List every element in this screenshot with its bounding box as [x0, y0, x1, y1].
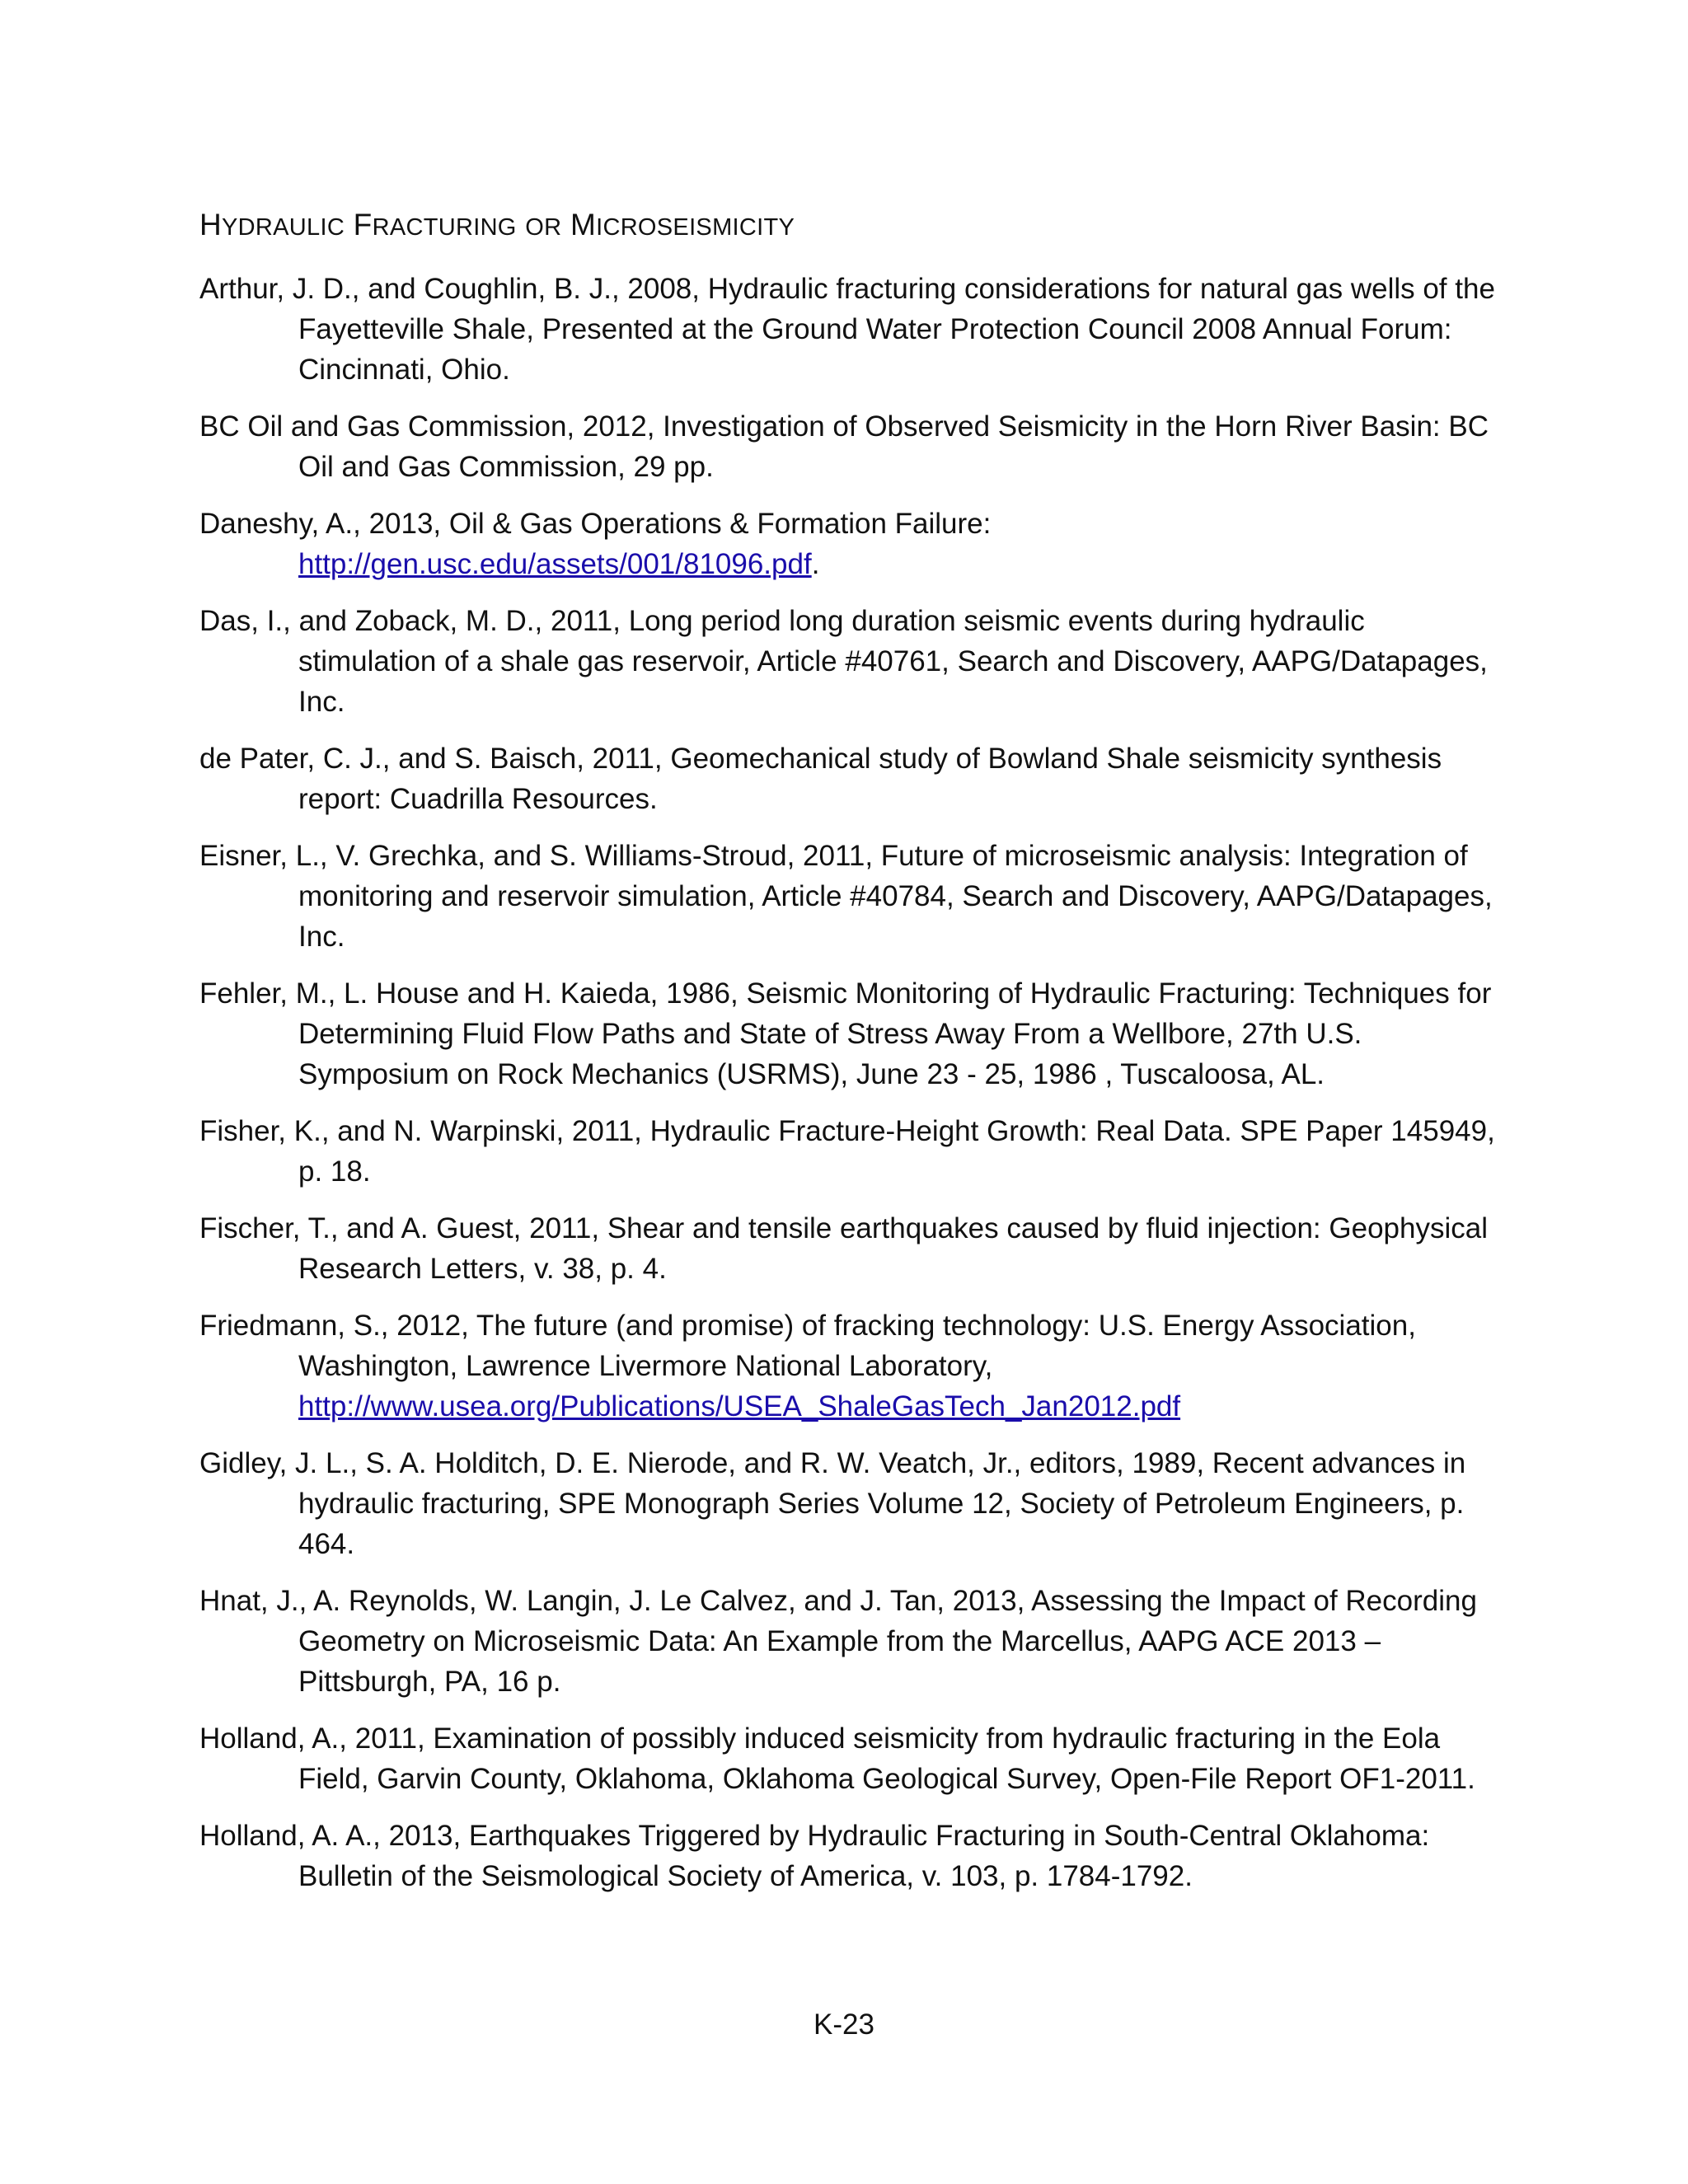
reference-eisner-2011	[199, 836, 1502, 957]
reference-holland-2011	[199, 1718, 1502, 1799]
reference-text: Fisher, K., and N. Warpinski, 2011, Hydraulic Fracture-Height Growth: Real Data. SPE Paper 145949, p. 18.	[199, 1115, 1495, 1188]
reference-gidley-1989	[199, 1443, 1502, 1564]
reference-fischer-2011	[199, 1208, 1502, 1289]
section-heading	[199, 206, 795, 246]
reference-de-pater-2011	[199, 738, 1502, 819]
page-number: K-23	[814, 2008, 874, 2041]
reference-daneshy-2013	[199, 504, 1502, 584]
reference-text: BC Oil and Gas Commission, 2012, Investigation of Observed Seismicity in the Horn River Basin: BC Oil and Gas Commission, 29 pp.	[199, 410, 1489, 483]
heading-word-rest: ICROSEISMICITY	[596, 214, 795, 241]
reference-text: Fischer, T., and A. Guest, 2011, Shear and tensile earthquakes caused by fluid injection: Geophysical Research Letters, v. 38, p. 4.	[199, 1212, 1488, 1285]
heading-word-rest: YDRAULIC	[222, 214, 345, 241]
reference-friedmann-2012	[199, 1305, 1502, 1427]
reference-text: Arthur, J. D., and Coughlin, B. J., 2008, Hydraulic fracturing considerations for natural gas wells of the Fayetteville Shale, Presented at the Ground Water Protection Council 2008 Annual Forum: Cincinnati, Ohio.	[199, 273, 1495, 386]
reference-link[interactable]: http://gen.usc.edu/assets/001/81096.pdf	[298, 548, 812, 580]
heading-initial: F	[353, 208, 373, 241]
heading-initial: M	[570, 208, 597, 241]
reference-text: Hnat, J., A. Reynolds, W. Langin, J. Le Calvez, and J. Tan, 2013, Assessing the Impact of Recording Geometry on Microseismic Data: An Example from the Marcellus, AAPG ACE 2013 – Pittsburgh, PA, 16 p.	[199, 1585, 1477, 1698]
reference-text: Fehler, M., L. House and H. Kaieda, 1986, Seismic Monitoring of Hydraulic Fracturing: Techniques for Determining Fluid Flow Paths and State of Stress Away From a Wellbore, 27th U.S. Symposium on Rock Mechanics (USRMS), June 23 - 25, 1986 , Tuscaloosa, AL.	[199, 977, 1492, 1090]
reference-link[interactable]: http://www.usea.org/Publications/USEA_ShaleGasTech_Jan2012.pdf	[298, 1390, 1181, 1422]
reference-arthur-2008	[199, 269, 1502, 390]
reference-bc-oil-gas-2012	[199, 406, 1502, 487]
reference-text: Eisner, L., V. Grechka, and S. Williams-Stroud, 2011, Future of microseismic analysis: Integration of monitoring and reservoir simulation, Article #40784, Search and Discovery, AAPG/Datapages, Inc.	[199, 840, 1493, 953]
heading-word-rest: RACTURING	[372, 214, 517, 241]
reference-text: Friedmann, S., 2012, The future (and promise) of fracking technology: U.S. Energy Association, Washington, Lawrence Livermore National Laboratory,	[199, 1310, 1416, 1382]
reference-text: Das, I., and Zoback, M. D., 2011, Long period long duration seismic events during hydraulic stimulation of a shale gas reservoir, Article #40761, Search and Discovery, AAPG/Datapages, Inc.	[199, 605, 1488, 718]
reference-das-zoback-2011	[199, 601, 1502, 722]
reference-holland-2013	[199, 1816, 1502, 1896]
heading-initial: H	[199, 208, 223, 241]
reference-text: de Pater, C. J., and S. Baisch, 2011, Geomechanical study of Bowland Shale seismicity synthesis report: Cuadrilla Resources.	[199, 743, 1442, 815]
reference-tail: .	[811, 548, 820, 580]
reference-hnat-2013	[199, 1581, 1502, 1702]
reference-fisher-2011	[199, 1111, 1502, 1192]
reference-list	[199, 269, 1502, 1913]
reference-text: Holland, A., 2011, Examination of possibly induced seismicity from hydraulic fracturing in the Eola Field, Garvin County, Oklahoma, Oklahoma Geological Survey, Open-File Report OF1-2011.	[199, 1722, 1475, 1795]
reference-text: Gidley, J. L., S. A. Holditch, D. E. Nierode, and R. W. Veatch, Jr., editors, 1989, Recent advances in hydraulic fracturing, SPE Monograph Series Volume 12, Society of Petroleum Engineers, p. 464.	[199, 1447, 1466, 1560]
reference-text: Daneshy, A., 2013, Oil & Gas Operations & Formation Failure:	[199, 508, 992, 540]
reference-fehler-1986	[199, 973, 1502, 1094]
reference-text: Holland, A. A., 2013, Earthquakes Triggered by Hydraulic Fracturing in South-Central Oklahoma: Bulletin of the Seismological Society of America, v. 103, p. 1784-1792.	[199, 1820, 1430, 1892]
heading-word: OR	[525, 214, 562, 241]
